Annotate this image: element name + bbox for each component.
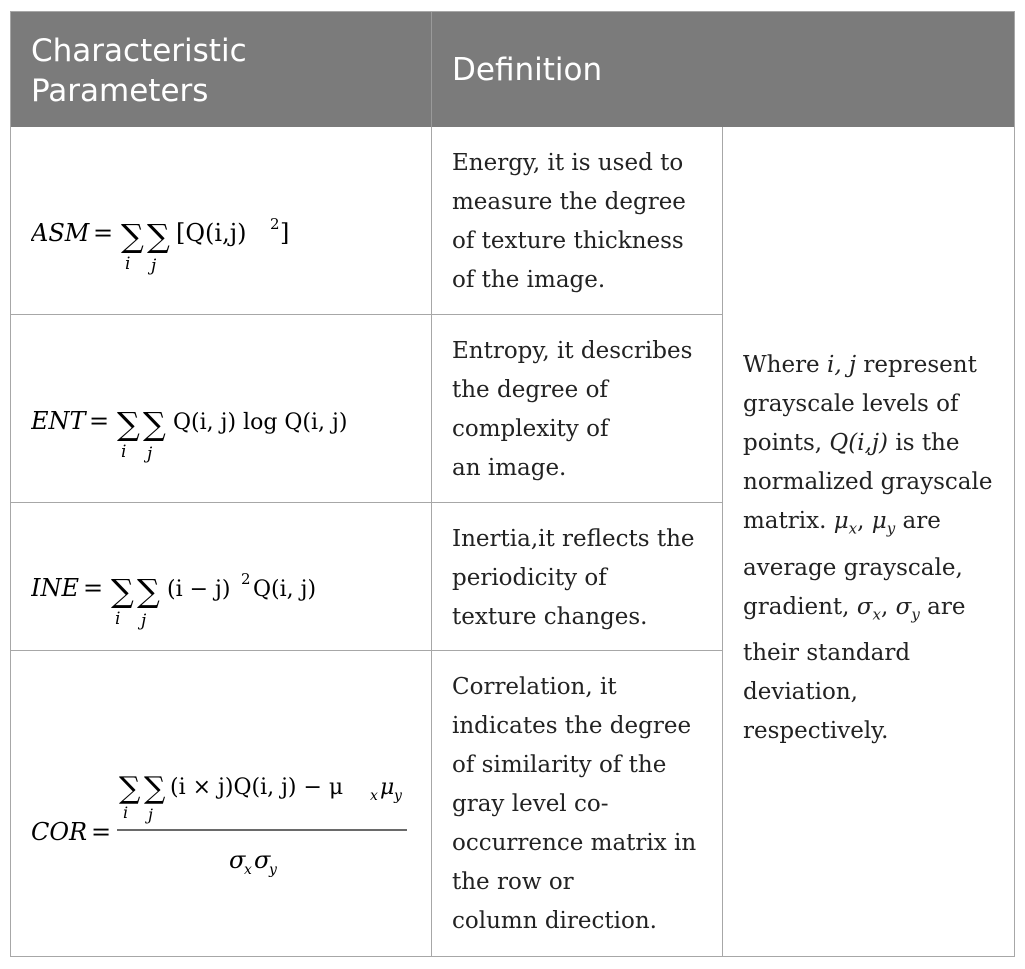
header-col1-line1: Characteristic <box>31 33 247 69</box>
ent-lhs: ENT <box>31 407 86 435</box>
def-ine-line-3: texture changes. <box>452 604 648 630</box>
note-line-8: their standard <box>743 640 911 667</box>
asm-eq: = <box>93 219 114 247</box>
cor-den-sub1: x <box>244 862 252 878</box>
note-line-3: points, Q(i,j) is the <box>743 430 960 456</box>
def-asm-line-2: measure the degree <box>452 189 686 215</box>
ent-sum-2: ∑ <box>143 405 166 443</box>
def-ent-line-2: the degree of <box>452 377 608 403</box>
ent-body: Q(i, j) log Q(i, j) <box>173 410 348 435</box>
asm-body: [Q(i,j) <box>176 219 247 247</box>
ine-body-post: Q(i, j) <box>253 577 317 602</box>
asm-sum-2: ∑ <box>147 217 170 255</box>
cor-eq: = <box>91 818 112 846</box>
def-cor-line-1: Correlation, it <box>452 674 617 700</box>
ine-lhs: INE <box>31 574 79 602</box>
def-asm-line-1: Energy, it is used to <box>452 150 684 176</box>
definition-ine <box>452 520 722 637</box>
formula-ine <box>31 562 411 642</box>
def-cor-line-4: gray level co- <box>452 791 609 817</box>
ent-sub-j: j <box>147 444 153 464</box>
asm-sub-j: j <box>151 256 157 276</box>
header-characteristic-parameters <box>31 31 247 111</box>
def-ine-line-2: periodicity of <box>452 565 607 591</box>
ine-sum-2: ∑ <box>137 572 160 610</box>
table-header <box>11 12 1014 127</box>
def-ent-line-4: an image. <box>452 455 567 481</box>
header-divider <box>431 12 432 127</box>
def-cor-line-5: occurrence matrix in <box>452 830 697 856</box>
def-asm-line-4: of the image. <box>452 267 606 293</box>
variables-note <box>743 346 1013 751</box>
cor-muy: μ <box>380 775 395 800</box>
cor-sub-j: j <box>148 805 153 824</box>
formula-ent <box>31 395 411 475</box>
note-line-5: matrix. $\mu_x$, $\mu_y$ are <box>743 508 941 538</box>
ine-eq: = <box>83 574 104 602</box>
def-ent-line-1: Entropy, it describes <box>452 338 693 364</box>
cor-numerator: (i × j)Q(i, j) − μ <box>170 775 344 800</box>
row-divider-1 <box>11 314 722 315</box>
ent-sum-1: ∑ <box>117 405 140 443</box>
cor-sum-2: ∑ <box>144 771 166 806</box>
cor-muy-sub: y <box>394 788 402 804</box>
ine-sup: 2 <box>241 570 251 588</box>
ent-sub-i: i <box>121 442 127 462</box>
parameters-table <box>10 11 1015 957</box>
asm-sum-1: ∑ <box>121 217 144 255</box>
note-line-2: grayscale levels of <box>743 391 959 417</box>
row-divider-2 <box>11 502 722 503</box>
ine-sub-i: i <box>115 609 121 629</box>
cor-den-sub2: y <box>269 862 277 878</box>
cor-lhs: COR <box>31 818 88 846</box>
note-line-1: Where i, j represent <box>743 352 977 378</box>
cor-den-sigma1: σ <box>229 846 246 874</box>
row-divider-3 <box>11 650 722 651</box>
definition-ent <box>452 332 722 488</box>
def-cor-line-3: of similarity of the <box>452 752 667 778</box>
cor-sum-1: ∑ <box>119 771 141 806</box>
formula-cor <box>31 764 426 884</box>
cor-sub-i: i <box>123 803 129 822</box>
definition-asm <box>452 144 722 300</box>
asm-sup: 2 <box>270 215 280 233</box>
def-ine-line-1: Inertia,it reflects the <box>452 526 695 552</box>
ine-sub-j: j <box>141 611 147 631</box>
def-ent-line-3: complexity of <box>452 416 609 442</box>
note-line-7: gradient, $\sigma_x$, $\sigma_y$ are <box>743 593 966 624</box>
column-divider-1 <box>431 127 432 956</box>
def-cor-line-7: column direction. <box>452 908 657 934</box>
cor-den-sigma2: σ <box>254 846 271 874</box>
header-col1-line2: Parameters <box>31 73 209 109</box>
def-cor-line-6: the row or <box>452 869 574 895</box>
note-line-9: deviation, <box>743 679 858 706</box>
ent-eq: = <box>89 407 110 435</box>
def-asm-line-3: of texture thickness <box>452 228 684 254</box>
def-cor-line-2: indicates the degree <box>452 713 692 739</box>
ine-sum-1: ∑ <box>111 572 134 610</box>
note-line-10: respectively. <box>743 718 889 745</box>
note-line-6: average grayscale, <box>743 554 963 581</box>
note-line-4: normalized grayscale <box>743 469 993 495</box>
ine-body-pre: (i − j) <box>167 577 231 602</box>
column-divider-2 <box>722 127 723 956</box>
header-definition: Definition <box>452 52 603 88</box>
formula-asm <box>31 207 411 287</box>
definition-cor <box>452 668 722 941</box>
asm-close: ] <box>280 219 290 247</box>
asm-sub-i: i <box>125 254 131 274</box>
cor-mux-sub: x <box>370 788 378 804</box>
asm-lhs: ASM <box>31 219 90 247</box>
